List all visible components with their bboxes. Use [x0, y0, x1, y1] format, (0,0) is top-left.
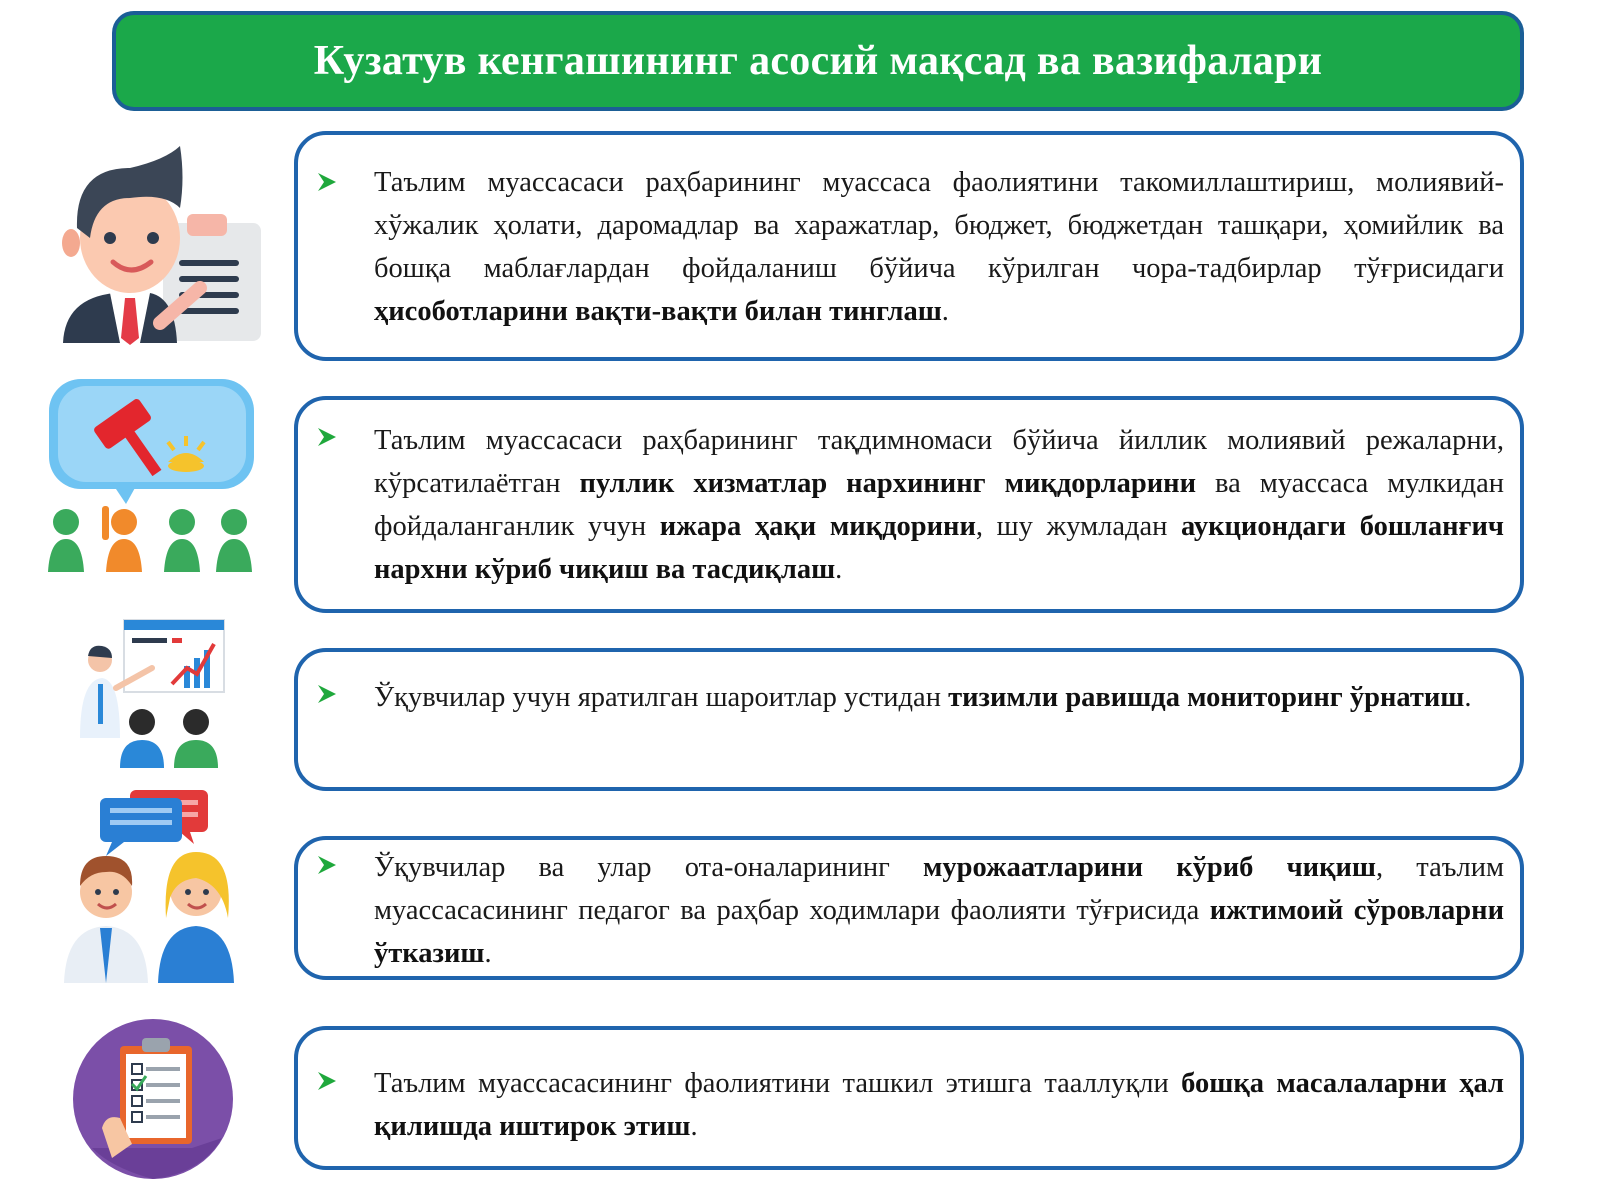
- bold-text-run: ижара ҳақи миқдорини: [659, 511, 976, 542]
- dialogue-people-icon: [62, 788, 247, 983]
- text-run: Таълим муассасасининг фаолиятини ташкил этишга тааллуқли: [374, 1068, 1182, 1099]
- bold-text-run: ижтимоий сўровларни ўтказиш: [374, 895, 1505, 969]
- arrow-bullet-icon: [316, 854, 338, 876]
- title-banner: [112, 11, 1524, 111]
- text-run: Ўқувчилар ва улар ота-оналарининг: [374, 852, 923, 883]
- task-card-2: [294, 396, 1524, 613]
- task-text-4: [374, 846, 1504, 975]
- text-run: ва муассаса мулкидан фойдаланганлик учун: [374, 468, 1504, 542]
- text-run: .: [690, 1111, 698, 1142]
- bold-text-run: пуллик хизматлар нархининг миқдорларини: [579, 468, 1196, 499]
- text-run: Таълим муассасаси раҳбарининг муассаса фаолиятини такомиллаштириш, молиявий-хўжалик ҳолати, даромадлар ва харажатлар, бюджет, бюджетдан ташқари, ҳомийлик ва бошқа маблағлардан фойдаланиш бўйича кўрилган чора-тадбирлар тўғрисидаги: [374, 167, 1504, 284]
- clipboard-checklist-icon: [72, 1018, 234, 1180]
- text-run: .: [484, 938, 492, 969]
- arrow-bullet-icon: [316, 426, 338, 448]
- page-title: Кузатув кенгашининг асосий мақсад ва вазифалари: [313, 38, 1323, 84]
- auction-gavel-icon: [44, 374, 259, 584]
- bold-text-run: бошқа масалаларни ҳал қилишда иштирок этиш: [374, 1068, 1504, 1142]
- text-run: , шу жумладан: [975, 511, 1182, 542]
- monitoring-presentation-icon: [72, 618, 232, 768]
- presenter-report-icon: [55, 138, 265, 348]
- task-text-5: [374, 1062, 1504, 1148]
- arrow-bullet-icon: [316, 1070, 338, 1092]
- task-card-4: [294, 836, 1524, 980]
- text-run: Таълим муассасаси раҳбарининг тақдимномаси бўйича йиллик молиявий режаларни, кўрсатилаётган: [374, 425, 1504, 499]
- text-run: .: [941, 296, 949, 327]
- text-run: .: [1464, 682, 1472, 713]
- bold-text-run: ҳисоботларини вақти-вақти билан тинглаш: [374, 296, 942, 327]
- bold-text-run: мурожаатларини кўриб чиқиш: [922, 852, 1376, 883]
- bold-text-run: тизимли равишда мониторинг ўрнатиш: [948, 682, 1465, 713]
- bold-text-run: аукциондаги бошланғич нархни кўриб чиқиш ва тасдиқлаш: [374, 511, 1504, 585]
- task-card-3: [294, 648, 1524, 791]
- text-run: , таълим муассасасининг педагог ва раҳбар ходимлари фаолияти тўғрисида: [374, 852, 1504, 926]
- task-card-1: [294, 131, 1524, 361]
- text-run: .: [835, 554, 843, 585]
- text-run: Ўқувчилар учун яратилган шароитлар устидан: [374, 682, 949, 713]
- task-text-3: [374, 676, 1504, 719]
- task-text-2: [374, 419, 1504, 591]
- task-card-5: [294, 1026, 1524, 1170]
- task-text-1: [374, 161, 1504, 333]
- arrow-bullet-icon: [316, 683, 338, 705]
- arrow-bullet-icon: [316, 171, 338, 193]
